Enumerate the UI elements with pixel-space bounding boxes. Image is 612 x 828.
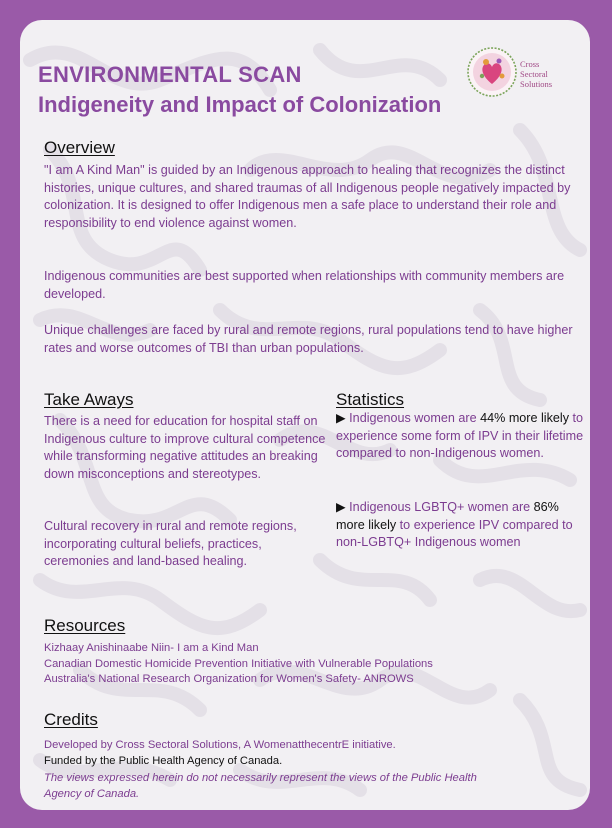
resources-list [44, 641, 433, 688]
overview-heading: Overview [44, 138, 115, 157]
resource-item: Canadian Domestic Homicide Prevention Initiative with Vulnerable Populations [44, 657, 433, 670]
credits-developed: Developed by Cross Sectoral Solutions, A WomenatthecentrE initiative. [44, 739, 396, 751]
poster-content [20, 20, 590, 810]
takeaways-heading: Take Aways [44, 390, 134, 409]
right-triangle-bullet-icon: ▶ [336, 500, 346, 514]
resource-item: Kizhaay Anishinaabe Niin- I am a Kind Man [44, 642, 259, 654]
credits-disclaimer: The views expressed herein do not necessarily represent the views of the Public Health Agency of Canada. [44, 772, 477, 800]
statistic-text: Indigenous LGBTQ+ women are [345, 500, 534, 514]
page-subtitle: Indigeneity and Impact of Colonization [38, 92, 442, 117]
credits-funded: Funded by the Public Health Agency of Canada. [44, 755, 283, 767]
statistics-heading: Statistics [336, 390, 405, 409]
takeaways-paragraph: Cultural recovery in rural and remote regions, incorporating cultural beliefs, practices, ceremonies and land-based healing. [44, 519, 297, 568]
logo-word: Sectoral [520, 69, 548, 79]
statistic-highlight: 86% more likely [336, 500, 559, 532]
statistic-item [336, 499, 588, 552]
overview-paragraph: Unique challenges are faced by rural and remote regions, rural populations tend to have higher rates and worse outcomes of TBI than urban populations. [44, 323, 573, 355]
page-title: ENVIRONMENTAL SCAN [38, 62, 302, 87]
statistic-text: Indigenous women are [345, 411, 481, 425]
statistic-item [336, 410, 588, 463]
credits-heading: Credits [44, 710, 98, 729]
statistic-text: to experience IPV compared to non-LGBTQ+ Indigenous women [336, 517, 573, 549]
resource-item: Australia's National Research Organization for Women's Safety- ANROWS [44, 673, 414, 685]
takeaways-paragraph: There is a need for education for hospital staff on Indigenous culture to improve cultural competence while transforming negative attitudes an breaking down misconceptions and stereotypes. [44, 414, 326, 481]
logo-wordmark [520, 59, 552, 89]
right-triangle-bullet-icon: ▶ [336, 411, 346, 425]
logo-word: Cross [520, 59, 540, 69]
poster-card [20, 20, 590, 810]
resources-heading: Resources [44, 616, 126, 635]
logo-word: Solutions [520, 79, 553, 89]
overview-paragraph: "I am A Kind Man" is guided by an Indigenous approach to healing that recognizes the distinct histories, unique cultures, and shared traumas of all Indigenous people negatively impacted by colonization. It is designed to offer Indigenous men a safe place to understand their role and responsibility to end violence against women. [44, 163, 571, 230]
statistic-highlight: 44% more likely [480, 411, 569, 425]
overview-paragraph: Indigenous communities are best supported when relationships with community members are developed. [44, 269, 565, 301]
cross-sectoral-solutions-logo [466, 46, 518, 98]
statistic-text: to experience some form of IPV in their lifetime compared to non-Indigenous women. [336, 411, 584, 460]
